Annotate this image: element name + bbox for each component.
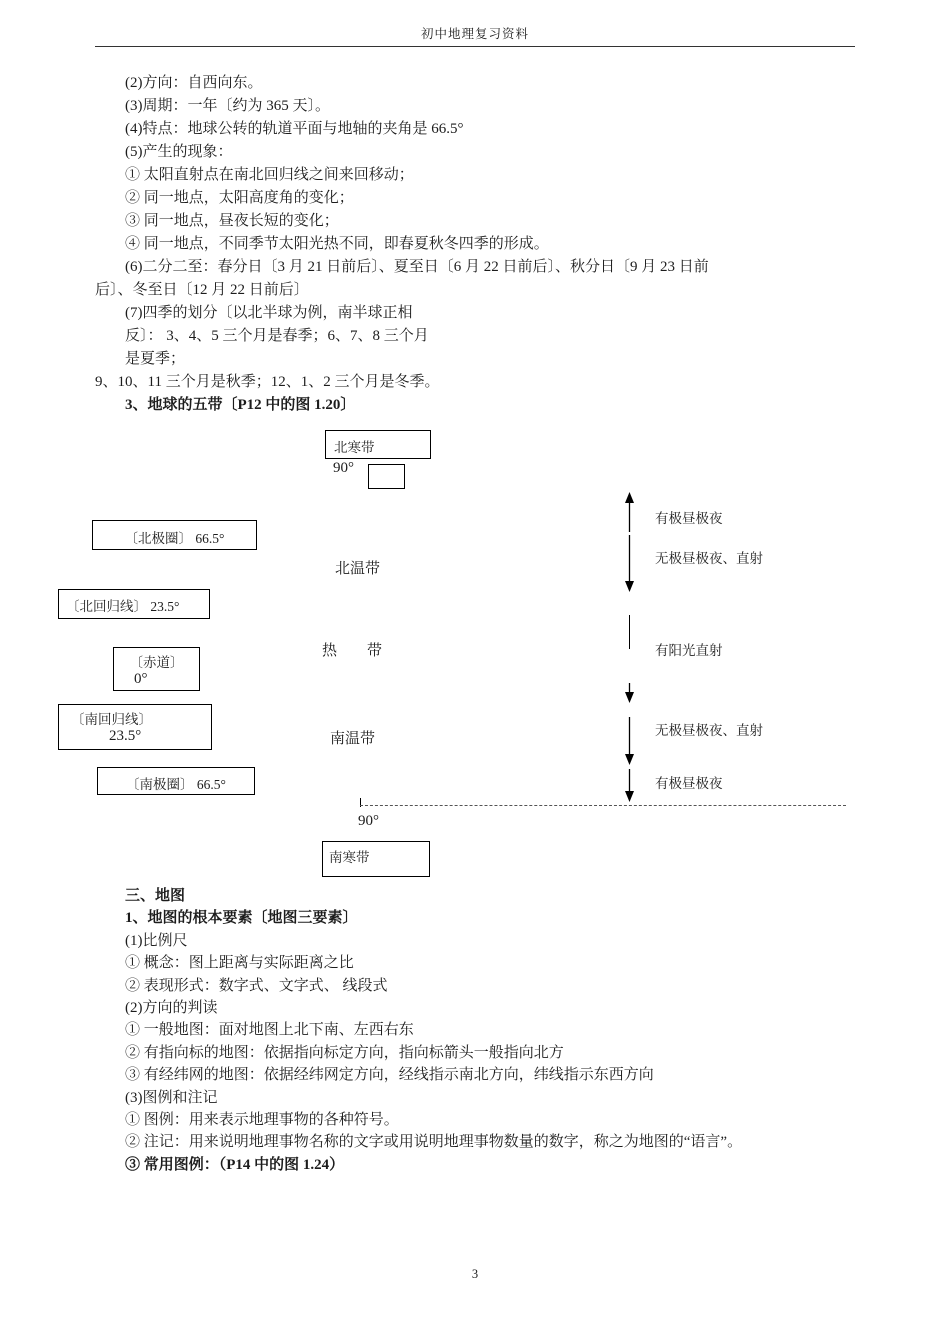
equator-degree-label: 0° — [134, 671, 148, 687]
antarctic-circle-label: 〔南极圈〕 66.5° — [126, 777, 226, 792]
text-line: ② 有指向标的地图：依据指向标定方向，指向标箭头一般指向北方 — [125, 1044, 564, 1061]
torrid-zone-label: 热 带 — [322, 643, 383, 659]
small-arrow-down-icon — [623, 683, 636, 703]
text-line: 1、地图的根本要素〔地图三要素〕 — [125, 910, 358, 927]
annotation-no-polar-south: 无极昼极夜、直射 — [655, 723, 763, 738]
arrow-down-icon — [623, 769, 636, 802]
annotation-no-polar-north: 无极昼极夜、直射 — [655, 551, 763, 566]
arctic-circle-box — [92, 520, 257, 550]
south-pole-degree-label: 90° — [358, 813, 379, 829]
text-line: ① 一般地图：面对地图上北下南、左西右东 — [125, 1022, 414, 1039]
boundary-dashed-line — [360, 805, 846, 806]
equator-box — [113, 647, 200, 691]
text-line: 三、地图 — [125, 888, 186, 904]
text-block-maps — [95, 885, 855, 1176]
south-frigid-zone-label: 南寒带 — [329, 850, 370, 865]
annotation-polar-day-night-north: 有极昼极夜 — [655, 511, 723, 526]
north-temperate-label: 北温带 — [335, 561, 381, 577]
arrow-down-icon — [623, 717, 636, 765]
five-zones-diagram — [0, 417, 950, 879]
text-block-revolution — [95, 72, 855, 417]
text-line: (1)比例尺 — [125, 932, 188, 949]
tropic-of-capricorn-label: 〔南回归线〕 — [71, 712, 152, 727]
text-line: ② 同一地点，太阳高度角的变化； — [125, 190, 354, 206]
annotation-direct-sunlight: 有阳光直射 — [655, 643, 723, 658]
page-header — [95, 0, 855, 47]
text-line: ① 概念：图上距离与实际距离之比 — [125, 955, 354, 972]
annotation-polar-day-night-south: 有极昼极夜 — [655, 776, 723, 791]
north-frigid-zone-box — [325, 430, 431, 459]
text-line: ③ 常用图例：（P14 中的图 1.24） — [125, 1156, 345, 1173]
text-line: ① 图例：用来表示地理事物的各种符号。 — [125, 1112, 399, 1129]
empty-box — [368, 464, 405, 489]
text-line: (2)方向的判读 — [125, 1000, 218, 1017]
text-line: (4)特点：地球公转的轨道平面与地轴的夹角是 66.5° — [125, 121, 464, 137]
text-line: 9、10、11 三个月是秋季；12、1、2 三个月是冬季。 — [95, 374, 440, 390]
text-line: 3、地球的五带〔P12 中的图 1.20〕 — [125, 397, 356, 413]
tropic-of-capricorn-degree: 23.5° — [109, 728, 142, 744]
vertical-line — [629, 615, 630, 649]
south-temperate-label: 南温带 — [330, 731, 376, 747]
south-frigid-zone-box — [322, 841, 430, 877]
header-title: 初中地理复习资料 — [420, 27, 529, 41]
north-pole-degree-label: 90° — [333, 460, 354, 476]
page-number: 3 — [471, 1267, 479, 1281]
text-line: ③ 有经纬网的地图：依据经纬网定方向，经线指示南北方向，纬线指示东西方向 — [125, 1067, 654, 1084]
text-line: ④ 同一地点，不同季节太阳光热不同，即春夏秋冬四季的形成。 — [125, 236, 549, 252]
text-line: (6)二分二至：春分日〔3 月 21 日前后〕、夏至日〔6 月 22 日前后〕、秋分日〔9 月 23 日前 — [125, 259, 709, 275]
text-line: ① 太阳直射点在南北回归线之间来回移动； — [125, 167, 414, 183]
text-line: ② 表现形式：数字式、文字式、 线段式 — [125, 977, 388, 994]
arctic-circle-label: 〔北极圈〕 66.5° — [124, 531, 225, 546]
text-line: 后〕、冬至日〔12 月 22 日前后〕 — [95, 282, 309, 298]
text-line: (3)周期：一年〔约为 365 天〕。 — [125, 98, 330, 114]
text-line: (3)图例和注记 — [125, 1089, 218, 1106]
text-line: ② 注记：用来说明地理事物名称的文字或用说明地理事物数量的数字，称之为地图的“语言”。 — [125, 1134, 743, 1151]
tropic-of-cancer-label: 〔北回归线〕 23.5° — [66, 599, 180, 614]
antarctic-circle-box — [97, 767, 255, 795]
north-frigid-zone-label: 北寒带 — [334, 440, 375, 455]
text-line: 是夏季； — [125, 351, 186, 367]
text-line: 反〕： 3、4、5 三个月是春季；6、7、8 三个月 — [125, 328, 429, 344]
arrow-up-icon — [623, 492, 636, 532]
tropic-of-capricorn-box — [58, 704, 212, 750]
tropic-of-cancer-box — [58, 589, 210, 619]
text-line: (5)产生的现象： — [125, 144, 233, 160]
text-line: ③ 同一地点，昼夜长短的变化； — [125, 213, 339, 229]
text-line: (7)四季的划分〔以北半球为例，南半球正相 — [125, 305, 413, 321]
arrow-down-icon — [623, 535, 636, 592]
equator-label: 〔赤道〕 — [129, 655, 184, 670]
text-line: (2)方向：自西向东。 — [125, 75, 263, 91]
